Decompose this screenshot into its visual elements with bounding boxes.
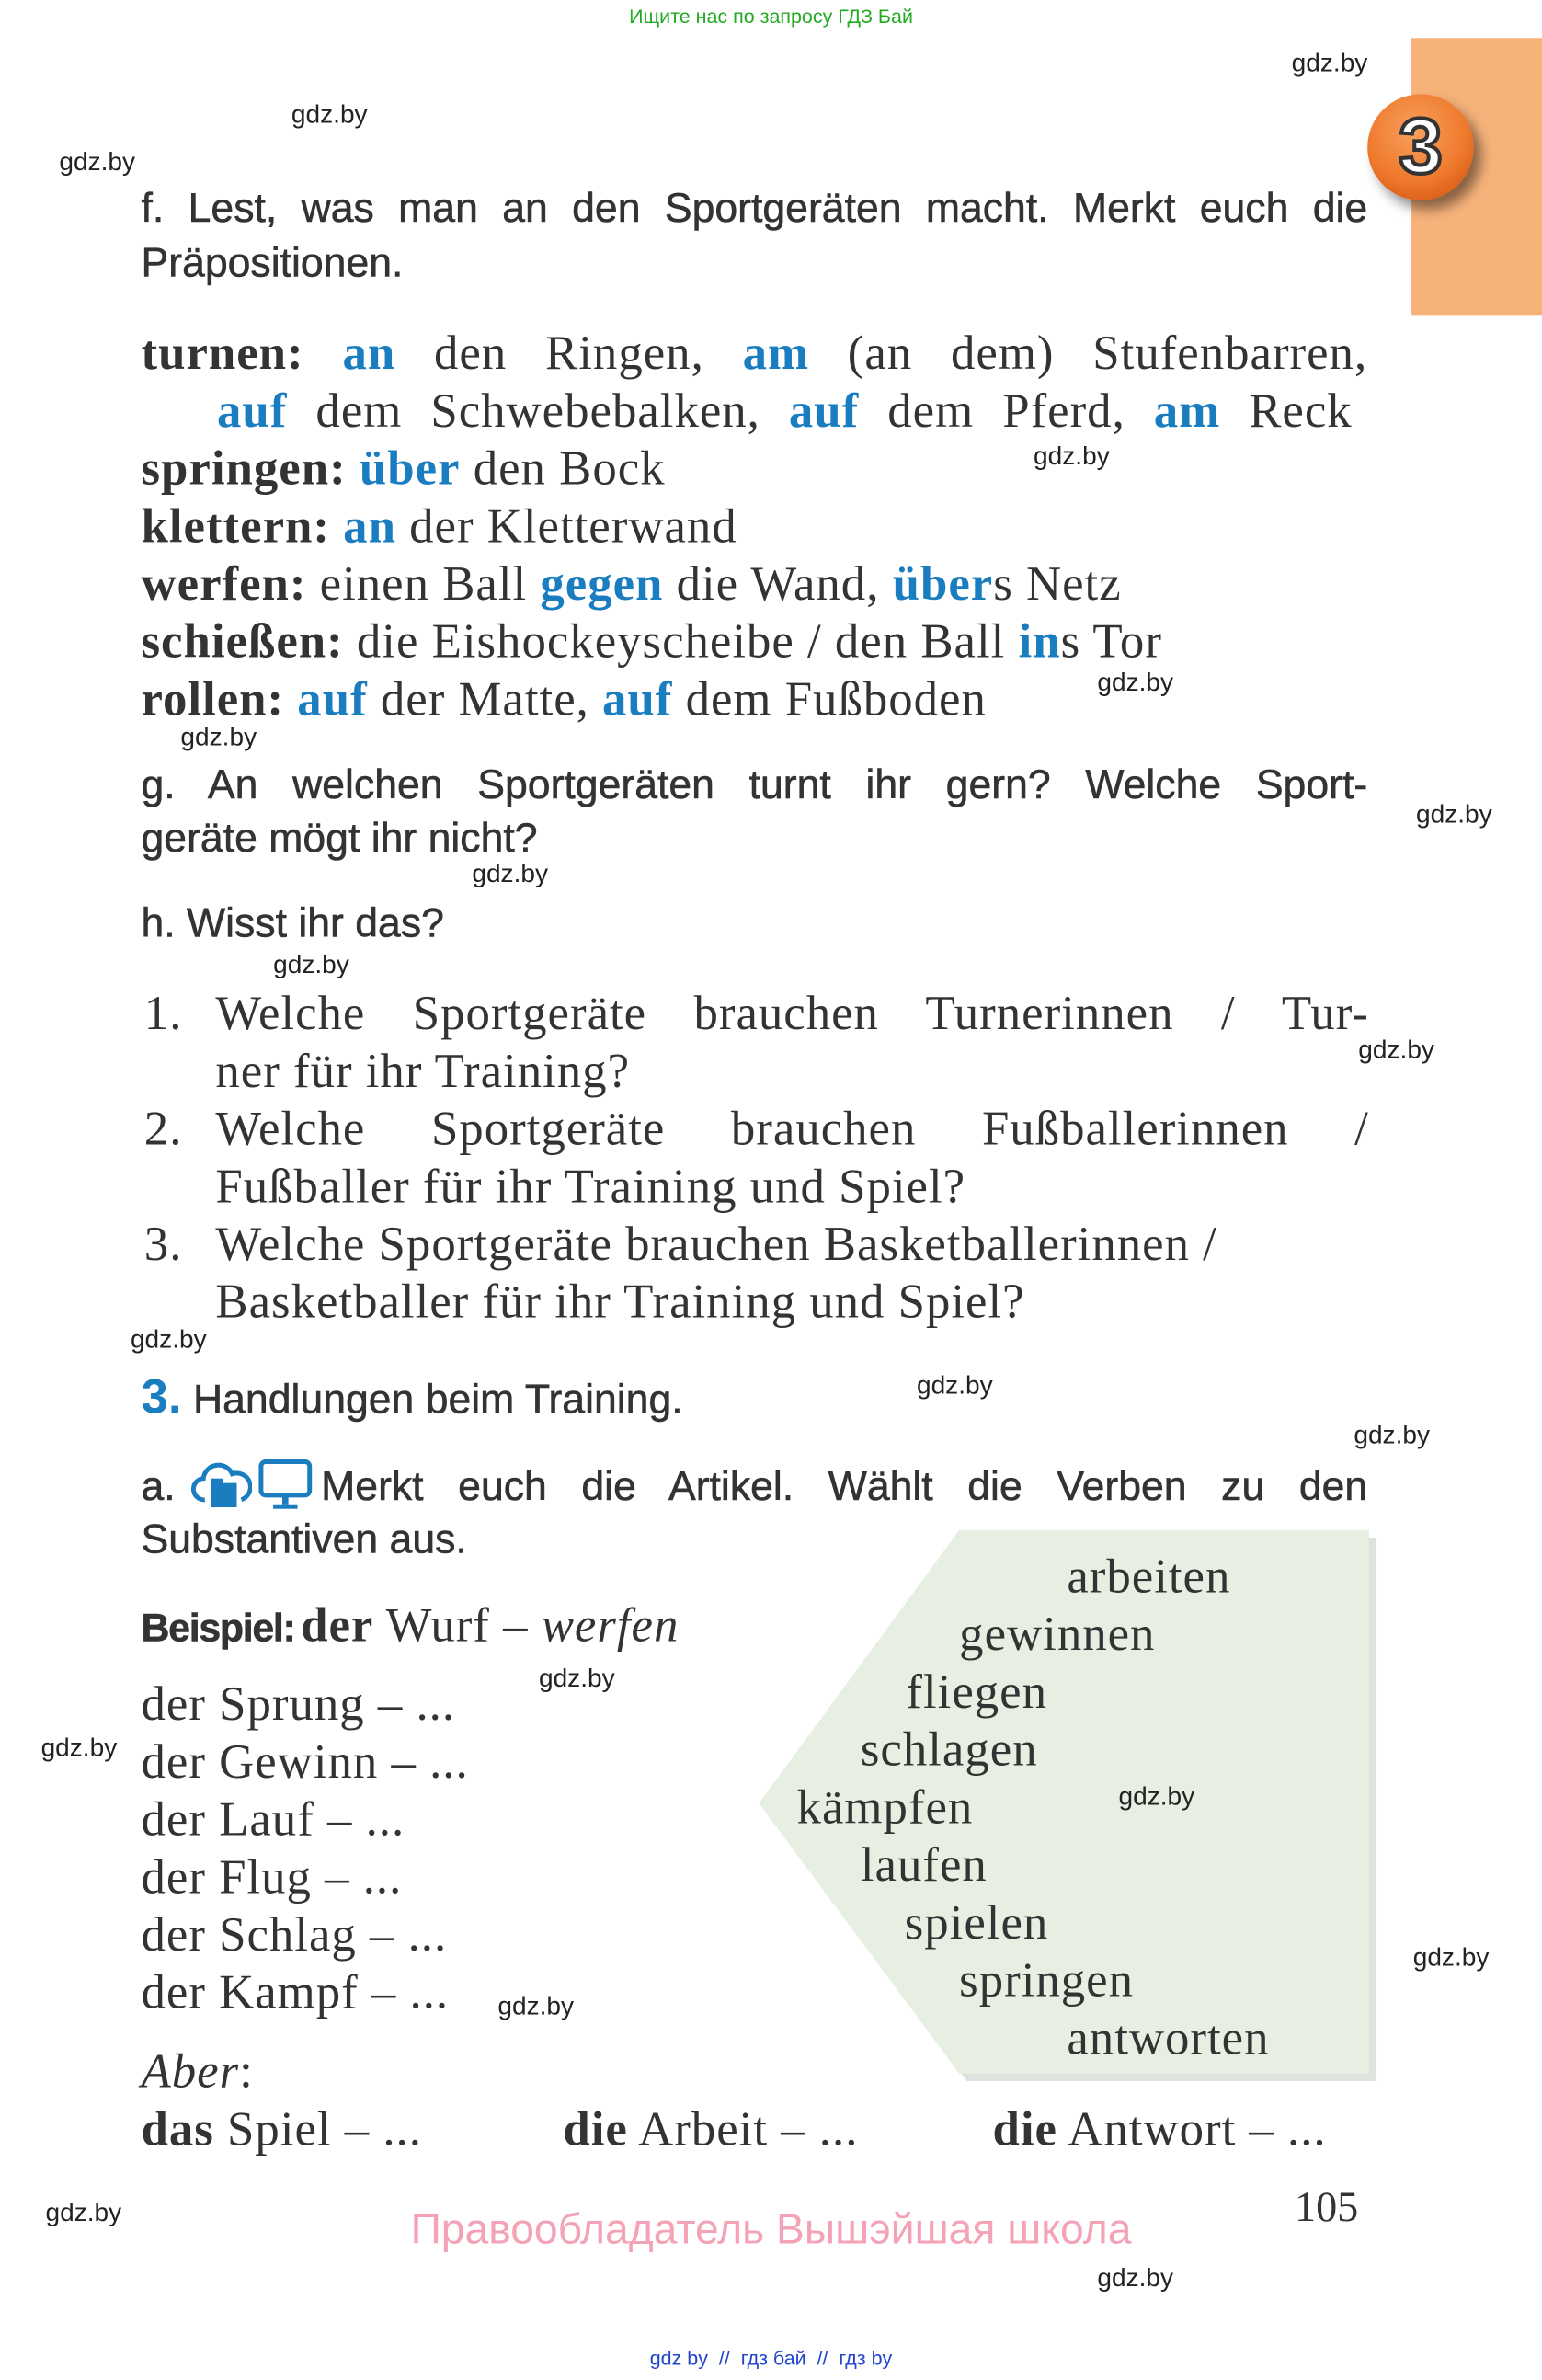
phrase-text: s Netz xyxy=(993,555,1122,611)
exercise-a-instruction-line1: Merkt euch die Artikel. Wählt die Verben zu den xyxy=(321,1463,1368,1509)
footer-links[interactable]: gdz by // гдз бай // гдз by xyxy=(649,2346,893,2370)
phrase-text: dem Pferd, xyxy=(859,382,1154,438)
phrase-text: die Eishockeyscheibe / den Ball xyxy=(343,612,1019,669)
aber-word: Aber xyxy=(141,2042,240,2099)
watermark: gdz.by xyxy=(291,99,368,130)
watermark: gdz.by xyxy=(1097,668,1174,697)
verb-label: turnen: xyxy=(141,325,304,380)
phrase-text: s Tor xyxy=(1060,612,1162,669)
verb-option: fliegen xyxy=(906,1664,1047,1719)
watermark: gdz.by xyxy=(1097,2263,1174,2293)
watermark: gdz.by xyxy=(1358,1035,1434,1065)
exercise-a-label: a. xyxy=(141,1463,176,1509)
section-g-line1: g. An welchen Sportgeräten turnt ihr gern? Welche Sport- xyxy=(141,761,1368,808)
watermark: gdz.by xyxy=(1291,48,1368,78)
section-h-heading: h. Wisst ihr das? xyxy=(141,899,444,946)
question-line2: ner für ihr Training? xyxy=(215,1042,631,1098)
question-number: 3. xyxy=(143,1216,183,1271)
watermark: gdz.by xyxy=(1416,799,1492,830)
phrase-text: dem Schwebebalken, xyxy=(287,382,789,438)
noun-item: der Flug – ... xyxy=(141,1848,403,1904)
section-f-heading-line1: f. Lest, was man an den Sportgeräten macht. Merkt euch die xyxy=(141,185,1368,231)
verb-label: klettern: xyxy=(141,498,330,553)
noun-item: der Gewinn – ... xyxy=(141,1733,469,1789)
exercise-title: Handlungen beim Training. xyxy=(192,1377,683,1423)
question-line1: Welche Sportgeräte brauchen Turnerinnen / Tur- xyxy=(215,985,1369,1040)
noun-item: der Kampf – ... xyxy=(141,1963,450,2020)
page-number: 105 xyxy=(1294,2184,1359,2232)
question-line2: Fußballer für ihr Training und Spiel? xyxy=(215,1158,966,1213)
verb-label: werfen: xyxy=(141,555,307,611)
watermark: gdz.by xyxy=(130,1324,207,1355)
aber-colon: : xyxy=(239,2042,254,2099)
preposition-highlight: auf xyxy=(297,670,368,726)
top-banner: Ищите нас по запросу ГДЗ Бай xyxy=(629,4,913,28)
watermark: gdz.by xyxy=(1354,1420,1431,1450)
copyright-notice: Правообладатель Вышэйшая школа xyxy=(410,2205,1132,2253)
preposition-highlight: an xyxy=(342,325,396,380)
phrase-text: den Bock xyxy=(460,440,666,496)
noun-item: der Schlag – ... xyxy=(141,1906,448,1962)
preposition-highlight: über xyxy=(892,555,994,611)
watermark: gdz.by xyxy=(472,859,549,888)
preposition-highlight: über xyxy=(359,440,461,496)
section-f-heading-line2: Präpositionen. xyxy=(141,239,404,286)
verb-option: spielen xyxy=(904,1894,1049,1950)
preposition-highlight: am xyxy=(742,325,809,380)
verb-option: antworten xyxy=(1067,2009,1270,2065)
exception-noun: Arbeit – ... xyxy=(627,2100,859,2156)
exception-noun: Antwort – ... xyxy=(1057,2100,1327,2156)
phrase-text: die Wand, xyxy=(663,555,893,611)
preposition-highlight: gegen xyxy=(540,555,664,611)
phrase-text: dem Fußboden xyxy=(672,670,987,726)
verb-option: springen xyxy=(959,1951,1135,2008)
preposition-highlight: an xyxy=(343,498,396,553)
phrase-text: den Ringen, xyxy=(395,325,743,380)
verb-label: schießen: xyxy=(141,612,344,669)
question-line2: Basketballer für ihr Training und Spiel? xyxy=(215,1273,1025,1329)
watermark: gdz.by xyxy=(59,147,136,177)
watermark: gdz.by xyxy=(1118,1781,1195,1812)
exercise-number: 3. xyxy=(141,1368,182,1425)
question-number: 2. xyxy=(143,1100,183,1156)
preposition-highlight: in xyxy=(1018,612,1061,669)
watermark: gdz.by xyxy=(180,722,257,752)
exception-article: die xyxy=(992,2100,1057,2156)
example-label: Beispiel: xyxy=(141,1604,295,1651)
verb-label: springen: xyxy=(141,440,347,496)
noun-item: der Sprung – ... xyxy=(141,1676,456,1731)
verb-option: schlagen xyxy=(860,1721,1038,1777)
noun-item: der Lauf – ... xyxy=(141,1791,405,1847)
exception-article: das xyxy=(141,2100,214,2156)
watermark: gdz.by xyxy=(497,1991,575,2020)
preposition-highlight: auf xyxy=(788,382,860,438)
watermark: gdz.by xyxy=(273,950,349,979)
example-noun: Wurf – xyxy=(373,1596,542,1652)
question-line1: Welche Sportgeräte brauchen Basketballerinnen / xyxy=(215,1216,1217,1271)
exception-noun: Spiel – ... xyxy=(213,2100,422,2156)
example-verb: werfen xyxy=(541,1596,680,1652)
question-number: 1. xyxy=(143,985,183,1040)
phrase-text: der Kletterwand xyxy=(395,498,737,553)
preposition-highlight: am xyxy=(1153,382,1221,438)
phrase-text: (an dem) Stufenbarren, xyxy=(808,325,1368,380)
exception-article: die xyxy=(563,2100,628,2156)
question-line1: Welche Sportgeräte brauchen Fußballerinnen / xyxy=(215,1100,1369,1156)
verb-label: rollen: xyxy=(141,670,285,726)
example-article: der xyxy=(301,1596,374,1652)
verb-option: laufen xyxy=(860,1836,988,1892)
section-g-line2: geräte mögt ihr nicht? xyxy=(141,815,538,861)
watermark: gdz.by xyxy=(916,1370,993,1400)
watermark: gdz.by xyxy=(40,1733,118,1763)
watermark: gdz.by xyxy=(1412,1942,1490,1973)
preposition-highlight: auf xyxy=(602,670,673,726)
verb-option: gewinnen xyxy=(959,1606,1156,1661)
chapter-badge-number: 3 xyxy=(1399,103,1443,191)
verb-option: kämpfen xyxy=(796,1779,974,1834)
watermark: gdz.by xyxy=(1034,441,1110,471)
exercise-a-line2: Substantiven aus. xyxy=(141,1516,467,1562)
phrase-text: der Matte, xyxy=(367,670,603,726)
preposition-highlight: auf xyxy=(217,382,288,438)
phrase-text: Reck xyxy=(1220,382,1353,438)
phrase-text: einen Ball xyxy=(306,555,541,611)
watermark: gdz.by xyxy=(45,2198,122,2227)
verb-option: arbeiten xyxy=(1067,1548,1231,1604)
watermark: gdz.by xyxy=(538,1664,615,1693)
